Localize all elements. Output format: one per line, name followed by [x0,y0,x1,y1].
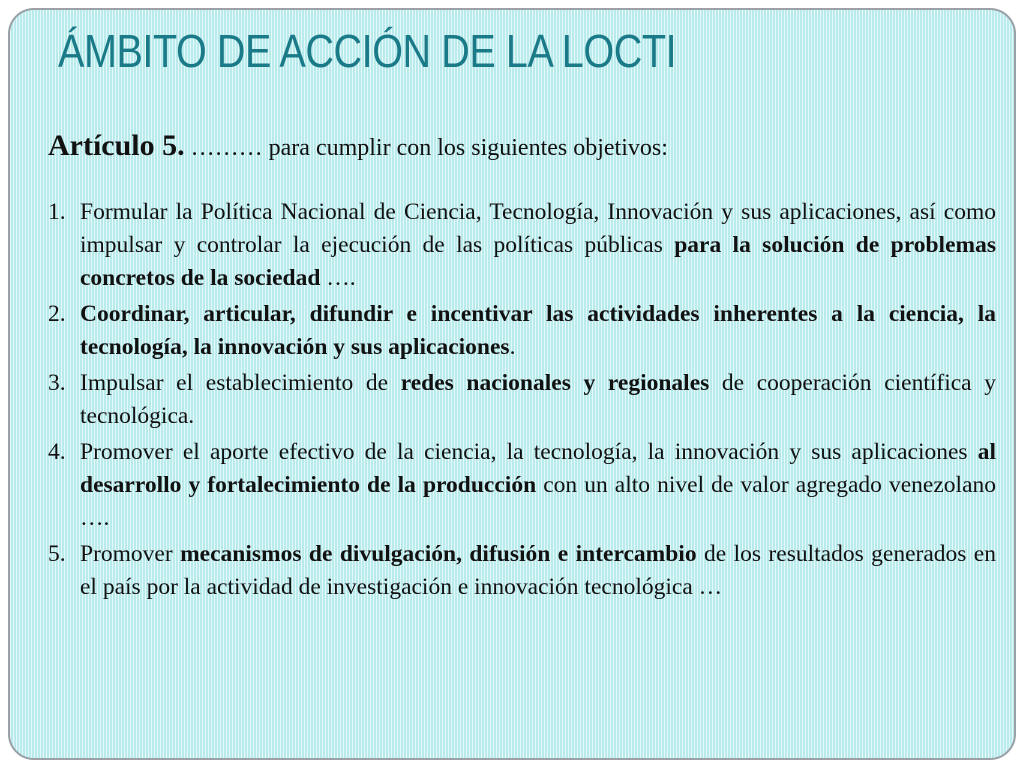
article-label: Artículo 5. [48,129,185,162]
item-text-end: con un alto nivel de valor agregado venezolano …. [80,472,996,531]
objective-item-5 [48,538,996,604]
item-emphasis: para la solución de problemas concretos de la sociedad [80,232,996,291]
objective-item-4 [48,436,996,535]
item-text: Promover el aporte efectivo de la ciencia, la tecnología, la innovación y sus aplicaciones [80,439,978,465]
item-number: 4. [48,439,66,465]
item-text-end: de los resultados generados en el país por la actividad de investigación e innovación tecnológica … [80,541,996,600]
item-number: 5. [48,541,66,567]
item-text: Formular la Política Nacional de Ciencia, Tecnología, Innovación y sus aplicaciones, así como impulsar y controlar la ejecución de las políticas públicas [80,199,996,258]
item-text: Promover [80,541,181,567]
item-number: 2. [48,301,66,327]
objective-item-3 [48,367,996,433]
item-text-end: . [509,334,516,360]
item-text-end: …. [320,265,356,291]
slide-title: ÁMBITO DE ACCIÓN DE LA LOCTI [58,25,677,77]
item-number: 3. [48,370,66,396]
objective-item-1 [48,196,996,295]
item-emphasis: mecanismos de divulgación, difusión e intercambio [180,541,697,567]
item-emphasis: Coordinar, articular, difundir e incentivar las actividades inherentes a la ciencia, la tecnología, la innovación y sus aplicaciones [80,301,996,360]
intro-dots: ……… [184,135,269,161]
item-text-end: de cooperación científica y tecnológica. [80,370,996,429]
objective-item-2 [48,298,996,364]
item-emphasis: redes nacionales y regionales [400,370,710,396]
slide [8,8,1016,760]
intro-text: para cumplir con los siguientes objetivos: [268,135,668,161]
item-number: 1. [48,199,66,225]
slide-body [48,128,996,607]
item-emphasis: al desarrollo y fortalecimiento de la producción [80,439,996,498]
item-text: Impulsar el establecimiento de [80,370,401,396]
intro-line [48,128,996,166]
